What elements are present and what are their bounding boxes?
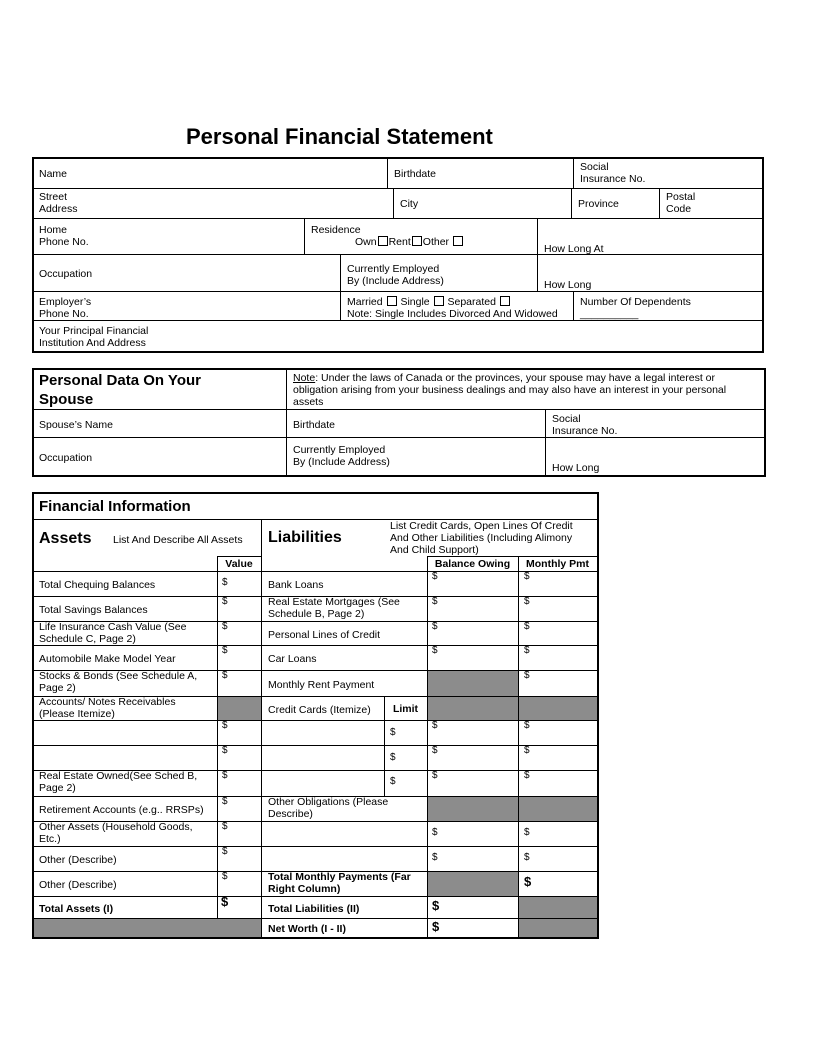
dollar-sign: $: [432, 898, 440, 913]
spouse-employer-label-1: Currently Employed: [293, 444, 386, 456]
asset-row[interactable]: [33, 797, 217, 821]
name-field[interactable]: [33, 158, 387, 188]
spouse-occupation-label: Occupation: [39, 451, 93, 464]
dollar-sign: $: [432, 827, 438, 838]
separated-checkbox[interactable]: [500, 296, 510, 306]
shade-assets-row6-value: [217, 696, 261, 720]
spouse-heading: [33, 370, 286, 409]
street-label-1: Street: [39, 191, 68, 203]
dollar-sign: $: [222, 745, 228, 756]
financial-heading: Financial Information: [39, 498, 191, 515]
current-employer-label-2: By (Include Address): [347, 275, 444, 287]
total-assets-label: [33, 897, 217, 918]
postal-code-field[interactable]: [660, 189, 762, 218]
sin-label-1: Social: [580, 161, 609, 173]
shade-liab-row13-balance: [427, 871, 518, 896]
liability-label: Credit Cards (Itemize): [268, 703, 371, 716]
dollar-sign: $: [222, 670, 228, 681]
asset-label: Stocks & Bonds (See Schedule A, Page 2): [39, 670, 198, 694]
dollar-sign: $: [432, 571, 438, 582]
liability-label: Real Estate Mortgages (See Schedule B, Page 2): [268, 596, 400, 620]
spouse-heading-1: Personal Data On Your: [39, 372, 201, 389]
asset-row[interactable]: [33, 597, 217, 621]
how-long-employer-label-1: How Long: [544, 279, 592, 291]
dollar-sign: $: [432, 596, 438, 607]
birthdate-field[interactable]: [388, 158, 573, 188]
asset-row[interactable]: [33, 696, 217, 720]
rent-label: Rent: [388, 236, 411, 248]
dollar-sign: $: [390, 776, 396, 787]
net-worth-text: Net Worth (I - II): [268, 923, 346, 935]
asset-row[interactable]: [33, 821, 217, 846]
institution-label-2: Institution And Address: [39, 337, 146, 349]
dollar-sign: $: [221, 894, 229, 909]
own-checkbox[interactable]: [378, 236, 388, 246]
employer-phone-label-2: Phone No.: [39, 308, 89, 320]
dollar-sign: $: [390, 752, 396, 763]
asset-label: Retirement Accounts (e.g.. RRSPs): [39, 804, 204, 816]
postal-label-2: Code: [666, 203, 692, 215]
employer-phone-label-1: Employer’s: [39, 296, 92, 308]
own-label: Own: [355, 236, 377, 248]
dollar-sign: $: [222, 821, 228, 832]
other-label: Other: [422, 236, 450, 248]
dollar-sign: $: [432, 621, 438, 632]
residence-label: Residence: [311, 224, 361, 236]
page-title: Personal Financial Statement: [186, 124, 493, 149]
assets-subtitle: List And Describe All Assets: [113, 534, 243, 546]
value-column-header: Value: [225, 558, 253, 570]
spouse-name-label: Spouse’s Name: [39, 418, 113, 431]
dollar-sign: $: [222, 846, 228, 857]
asset-label: Other (Describe): [39, 879, 117, 891]
separated-label: Separated: [447, 296, 496, 308]
asset-row[interactable]: [33, 770, 217, 796]
liabilities-subtitle: List Credit Cards, Open Lines Of Credit And Other Liabilities (Including Alimony And Child Support): [390, 520, 573, 556]
asset-row[interactable]: [33, 872, 217, 896]
dollar-sign: $: [390, 727, 396, 738]
home-phone-label-2: Phone No.: [39, 236, 89, 248]
sin-field[interactable]: [574, 159, 762, 188]
shade-liab-row5-balance: [427, 670, 518, 696]
asset-label: Total Chequing Balances: [39, 579, 156, 591]
spouse-sin-label-2: Insurance No.: [552, 425, 618, 437]
liability-row[interactable]: [262, 572, 427, 596]
total-assets-text: Total Assets (I): [39, 902, 114, 915]
asset-row[interactable]: [33, 621, 217, 645]
dollar-sign: $: [524, 770, 530, 781]
spouse-birthdate-label: Birthdate: [293, 418, 336, 431]
dollar-sign: $: [222, 645, 228, 656]
balance-owing-column-header: Balance Owing: [434, 558, 511, 570]
asset-label: Accounts/ Notes Receivables (Please Itemize): [39, 696, 176, 720]
assets-title: Assets: [39, 530, 92, 547]
street-label-2: Address: [39, 203, 78, 215]
province-field[interactable]: [572, 188, 659, 218]
province-label: Province: [578, 198, 619, 210]
total-liabilities-text: Total Liabilities (II): [268, 902, 360, 915]
asset-label: Total Savings Balances: [39, 604, 148, 616]
asset-row[interactable]: [33, 572, 217, 596]
asset-label: Life Insurance Cash Value (See Schedule C, Page 2): [39, 621, 187, 645]
dollar-sign: $: [432, 770, 438, 781]
liability-label: Bank Loans: [268, 579, 324, 591]
liability-label: Personal Lines of Credit: [268, 628, 381, 641]
dollar-sign: $: [222, 596, 228, 607]
asset-row[interactable]: [33, 670, 217, 696]
dollar-sign: $: [524, 874, 532, 889]
spouse-occupation-field[interactable]: [33, 438, 286, 475]
spouse-employer-field[interactable]: [287, 442, 545, 475]
liability-label: Other Obligations (Please Describe): [268, 796, 389, 820]
monthly-pmt-column-header: Monthly Pmt: [526, 558, 589, 570]
spouse-birthdate-field[interactable]: [287, 410, 545, 437]
employer-phone-field[interactable]: [33, 294, 340, 320]
dollar-sign: $: [524, 645, 530, 656]
sin-label-2: Insurance No.: [580, 173, 646, 185]
dollar-sign: $: [432, 745, 438, 756]
liability-row[interactable]: [262, 596, 427, 621]
marital-status-field: [341, 294, 573, 320]
spouse-how-long-field[interactable]: [546, 437, 764, 475]
liability-label: Car Loans: [268, 653, 317, 665]
institution-label-1: Your Principal Financial: [39, 325, 149, 337]
liability-label: Total Monthly Payments (Far Right Column): [268, 871, 411, 895]
how-long-address-field[interactable]: [538, 218, 762, 254]
liability-row[interactable]: [262, 671, 427, 696]
spouse-note: [287, 370, 764, 409]
shade-liab-row10: [427, 796, 597, 821]
dependents-field[interactable]: [574, 294, 762, 320]
limit-column-header: Limit: [392, 702, 419, 715]
spouse-sin-label-1: Social: [552, 413, 581, 425]
total-monthly-payments-label: [262, 871, 427, 896]
postal-label-1: Postal: [666, 191, 696, 203]
liability-row[interactable]: [262, 622, 427, 645]
how-long-employer-field[interactable]: [538, 255, 762, 291]
current-employer-label-1: Currently Employed: [347, 263, 440, 275]
spouse-note-text: : Under the laws of Canada or the provinces, your spouse may have a legal interest or obligation arising from your business dealings and may also have an interest in your personal assets: [293, 372, 727, 408]
dollar-sign: $: [222, 871, 228, 882]
spouse-how-long-label-1: How Long: [552, 462, 600, 474]
married-label: Married: [347, 296, 383, 308]
spouse-employer-label-2: By (Include Address): [293, 456, 390, 468]
dollar-sign: $: [524, 621, 530, 632]
single-checkbox[interactable]: [434, 296, 444, 306]
spouse-sin-field[interactable]: [546, 411, 764, 437]
dollar-sign: $: [432, 645, 438, 656]
dollar-sign: $: [432, 919, 440, 934]
home-phone-label-1: Home: [39, 224, 68, 236]
dollar-sign: $: [524, 571, 530, 582]
dollar-sign: $: [524, 852, 530, 863]
dollar-sign: $: [524, 720, 530, 731]
liability-row[interactable]: [262, 796, 427, 821]
spouse-note-label: Note: [293, 372, 316, 384]
dollar-sign: $: [222, 577, 228, 588]
financial-institution-field[interactable]: [33, 323, 762, 351]
marital-note: Note: Single Includes Divorced And Widowed: [347, 308, 558, 320]
net-worth-label: [262, 919, 427, 937]
liabilities-title: Liabilities: [268, 529, 342, 546]
shade-liab-row6: [427, 696, 597, 720]
residence-field: [305, 222, 537, 254]
asset-row[interactable]: [33, 721, 217, 745]
dollar-sign: $: [524, 745, 530, 756]
city-label: City: [400, 198, 419, 210]
dependents-blank: __________: [580, 308, 639, 320]
asset-label: Other Assets (Household Goods, Etc.): [39, 821, 193, 845]
city-field[interactable]: [394, 188, 571, 218]
dependents-label: Number Of Dependents: [580, 296, 691, 308]
asset-label: Real Estate Owned(See Sched B, Page 2): [39, 770, 198, 794]
liability-row[interactable]: [262, 697, 384, 720]
asset-row[interactable]: [33, 847, 217, 871]
liability-row[interactable]: [262, 646, 427, 670]
occupation-label: Occupation: [39, 268, 93, 280]
asset-row[interactable]: [33, 746, 217, 770]
dollar-sign: $: [222, 796, 228, 807]
name-label: Name: [39, 168, 68, 180]
dollar-sign: $: [524, 827, 530, 838]
asset-label: Other (Describe): [39, 854, 117, 866]
dollar-sign: $: [222, 770, 228, 781]
single-label: Single: [400, 296, 430, 308]
asset-row[interactable]: [33, 646, 217, 670]
dollar-sign: $: [432, 852, 438, 863]
current-employer-field[interactable]: [341, 261, 537, 291]
dollar-sign: $: [524, 670, 530, 681]
other-checkbox[interactable]: [453, 236, 463, 246]
asset-label: Automobile Make Model Year: [39, 653, 176, 665]
shade-total-monthly: [518, 896, 597, 918]
spouse-heading-2: Spouse: [39, 391, 94, 408]
liability-label: Monthly Rent Payment: [268, 678, 375, 691]
birthdate-label: Birthdate: [394, 168, 437, 180]
total-liabilities-label: [262, 897, 427, 918]
dollar-sign: $: [222, 621, 228, 632]
how-long-address-label-1: How Long At: [544, 243, 604, 254]
rent-checkbox[interactable]: [412, 236, 422, 246]
dollar-sign: $: [432, 720, 438, 731]
married-checkbox[interactable]: [387, 296, 397, 306]
home-phone-field[interactable]: [33, 222, 304, 254]
shade-networth-left: [33, 918, 261, 938]
shade-networth-right: [518, 918, 597, 938]
occupation-field[interactable]: [33, 255, 340, 291]
dollar-sign: $: [222, 720, 228, 731]
dollar-sign: $: [524, 596, 530, 607]
spouse-name-field[interactable]: [33, 410, 286, 437]
street-address-field[interactable]: [33, 189, 393, 218]
